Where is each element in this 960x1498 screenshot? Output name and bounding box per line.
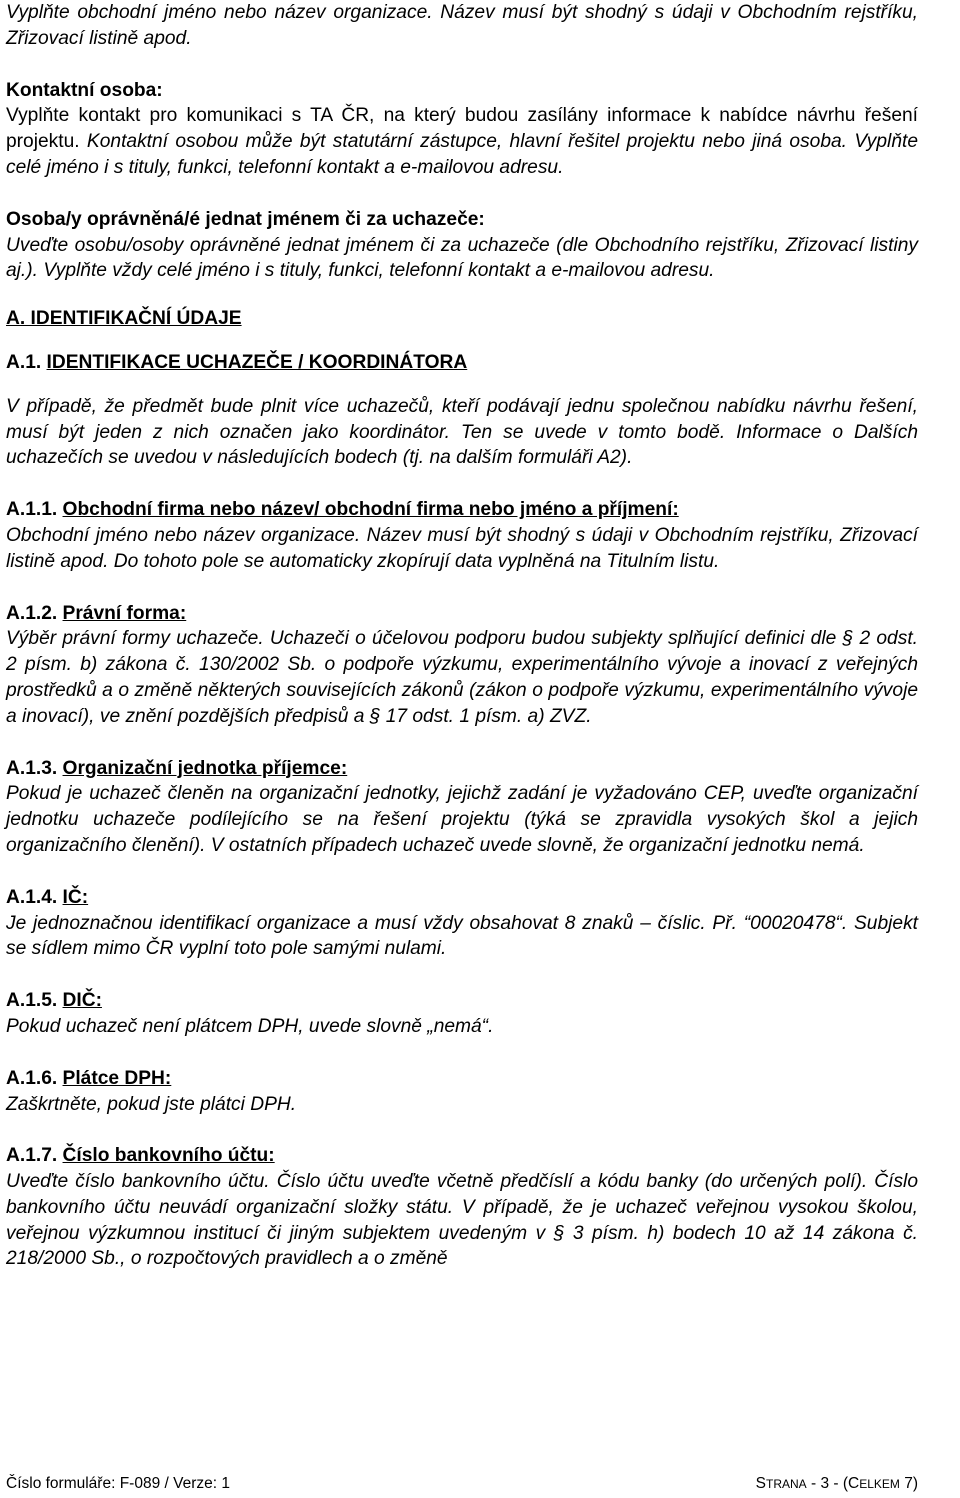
a13-number: A.1.3. bbox=[6, 757, 63, 779]
a13-heading bbox=[6, 756, 918, 782]
document-page bbox=[6, 0, 918, 1272]
section-a-heading: A. IDENTIFIKAČNÍ ÚDAJE bbox=[6, 308, 242, 330]
a17-title: Číslo bankovního účtu: bbox=[62, 1145, 275, 1167]
a15-text: Pokud uchazeč není plátcem DPH, uvede slovně „nemá“. bbox=[6, 1015, 494, 1037]
page-indicator-c: C bbox=[848, 1475, 860, 1492]
contact-text-b: Kontaktní osobou může být statutární zástupce, hlavní řešitel projektu nebo jiná osoba. Vyplňte celé jméno i s tituly, funkci, telefonní kontakt a e-mailovou adresu. bbox=[6, 131, 918, 178]
a15-title: DIČ: bbox=[62, 990, 102, 1012]
a16-number: A.1.6. bbox=[6, 1067, 63, 1089]
intro-paragraph: Vyplňte obchodní jméno nebo název organizace. Název musí být shodný s údaji v Obchodním rejstříku, Zřizovací listině apod. bbox=[6, 2, 918, 49]
form-number: Číslo formuláře: F-089 / Verze: 1 bbox=[6, 1475, 230, 1492]
a15-heading bbox=[6, 988, 918, 1014]
a14-heading bbox=[6, 885, 918, 911]
a14-text: Je jednoznačnou identifikací organizace a musí vždy obsahovat 8 znaků – číslic. Př. “00020478“. Subjekt se sídlem mimo ČR vyplní toto pole samými nulami. bbox=[6, 912, 918, 960]
section-a1-heading bbox=[6, 350, 918, 376]
a11-number: A.1.1. bbox=[6, 499, 63, 521]
page-indicator-s: S bbox=[755, 1475, 766, 1492]
a17-number: A.1.7. bbox=[6, 1145, 63, 1167]
a14-number: A.1.4. bbox=[6, 886, 63, 908]
contact-heading: Kontaktní osoba: bbox=[6, 79, 163, 101]
page-indicator-mid: - 3 - ( bbox=[806, 1475, 849, 1492]
a16-heading bbox=[6, 1066, 918, 1092]
a16-text: Zaškrtněte, pokud jste plátci DPH. bbox=[6, 1093, 297, 1115]
a12-heading bbox=[6, 601, 918, 627]
section-a1-text: V případě, že předmět bude plnit více uchazečů, kteří podávají jednu společnou nabídku návrhu řešení, musí být jeden z nich označen jako koordinátor. Ten se uvede v tomto bodě. Informace o Dalších uchazečích se uvedou v následujících bodech (tj. na dalším formuláři A2). bbox=[6, 395, 918, 469]
a14-title: IČ: bbox=[62, 886, 89, 908]
page-indicator-elkem: ELKEM bbox=[859, 1477, 900, 1491]
a11-heading bbox=[6, 497, 918, 523]
section-a1-title: IDENTIFIKACE UCHAZEČE / KOORDINÁTORA bbox=[46, 351, 468, 373]
a11-text: Obchodní jméno nebo název organizace. Název musí být shodný s údaji v Obchodním rejstříku, Zřizovací listině apod. Do tohoto pole se automaticky zkopírují data vyplněná na Titulním listu. bbox=[6, 524, 918, 572]
a12-text: Výběr právní formy uchazeče. Uchazeči o účelovou podporu budou subjekty splňující definici dle § 2 odst. 2 písm. b) zákona č. 130/2002 Sb. o podpoře výzkumu, experimentálního vývoje a inovací z veřejných prostředků a o změně některých souvisejících zákonů (zákon o podpoře výzkumu, experimentálního vývoje a inovací), ve znění pozdějších předpisů a § 17 odst. 1 písm. a) ZVZ. bbox=[6, 628, 918, 727]
a11-title: Obchodní firma nebo název/ obchodní firma nebo jméno a příjmení: bbox=[62, 499, 679, 521]
authorized-paragraph bbox=[6, 233, 918, 285]
page-indicator bbox=[756, 1474, 918, 1494]
page-indicator-end: 7) bbox=[899, 1475, 918, 1492]
a16-title: Plátce DPH: bbox=[62, 1067, 172, 1089]
contact-paragraph bbox=[6, 103, 918, 180]
a12-title: Právní forma: bbox=[62, 602, 187, 624]
a12-number: A.1.2. bbox=[6, 602, 63, 624]
authorized-text: Uveďte osobu/osoby oprávněné jednat jménem či za uchazeče (dle Obchodního rejstříku, Zřizovací listiny aj.). Vyplňte vždy celé jméno i s tituly, funkci, telefonní kontakt a e-mailovou adresu. bbox=[6, 234, 918, 282]
a15-number: A.1.5. bbox=[6, 990, 63, 1012]
a13-text: Pokud je uchazeč členěn na organizační jednotky, jejichž zadání je vyžadováno CEP, uveďte organizační jednotku uchazeče podílejícího se na řešení projektu (týká se zpravidla vysokých škol a jejich organizačního členění). V ostatních případech uchazeč uvede slovně, že organizační jednotku nemá. bbox=[6, 783, 918, 856]
page-indicator-trana: TRANA bbox=[766, 1477, 807, 1491]
a17-text: Uveďte číslo bankovního účtu. Číslo účtu uveďte včetně předčíslí a kódu banky (do určených polí). Číslo bankovního účtu neuvádí organizační složky státu. V případě, že je uchazeč veřejnou vysokou školou, veřejnou výzkumnou institucí či jiným subjektem uvedeným v § 3 písm. h) bodech 10 až 14 zákona č. 218/2000 Sb., o rozpočtových pravidlech a o změně bbox=[6, 1171, 918, 1270]
authorized-heading: Osoba/y oprávněná/é jednat jménem či za uchazeče: bbox=[6, 208, 485, 230]
section-a1-number: A.1. bbox=[6, 351, 47, 373]
a17-heading bbox=[6, 1143, 918, 1169]
contact-text-a: Vyplňte kontakt pro komunikaci s TA ČR, na který budou zasílány informace k nabídce návrhu řešení projektu. bbox=[6, 105, 918, 153]
a13-title: Organizační jednotka příjemce: bbox=[62, 757, 348, 779]
